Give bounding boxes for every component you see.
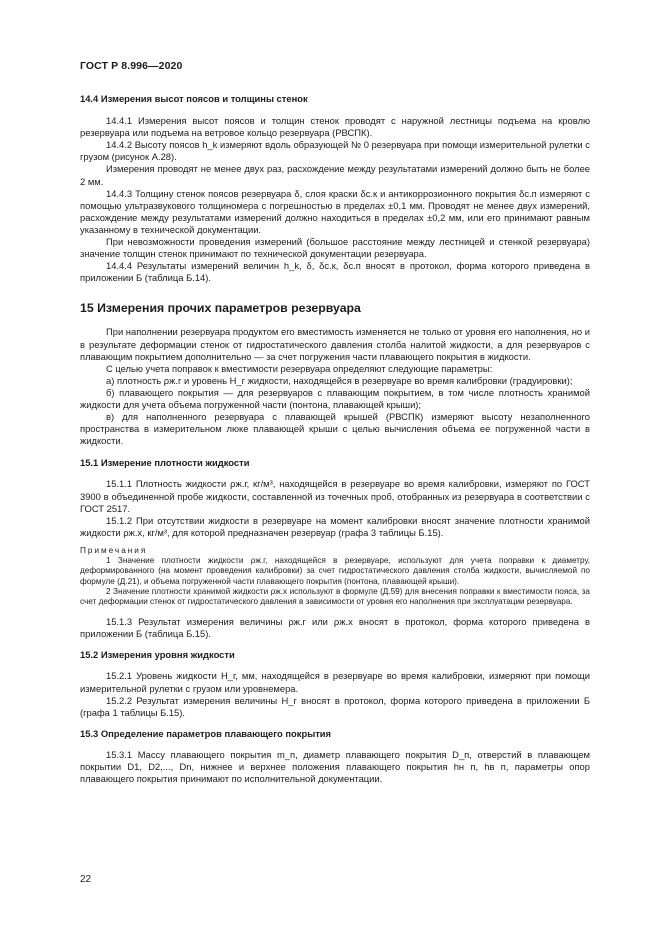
paragraph-15-params: С целью учета поправок к вместимости резервуара определяют следующие параметры: xyxy=(106,362,493,374)
paragraph-14-4-3-cont: При невозможности проведения измерений (большое расстояние между лестницей и стенкой резервуара) значение толщин стенок принимают по технической документации резервуара. xyxy=(80,236,590,260)
note-1: 1 Значение плотности жидкости ρж.г, находящейся в резервуаре, используют для учета поправки к диаметру, деформированного (на момент проведения калибровки) за счет гидростатического давления столба жидкости, вычисляемой по формуле (Д.21), и объема погруженной части плавающего покрытия (понтона, плавающей крыши). xyxy=(80,556,590,586)
section-15-1-heading: 15.1 Измерение плотности жидкости xyxy=(80,457,250,469)
paragraph-15-1-3: 15.1.3 Результат измерения величины ρж.г или ρж.х вносят в протокол, форма которого приведена в приложении Б (таблица Б.15). xyxy=(80,616,590,640)
list-item-a: а) плотность ρж.г и уровень H_г жидкости, находящейся в резервуаре во время калибровки (градуировки); xyxy=(106,374,573,386)
list-item-c: в) для наполненного резервуара с плавающей крышей (РВСПК) измеряют высоту незаполненного пространства в измерительном люке плавающей крыши с целью вычисления объема ее погруженной части в жидкости. xyxy=(80,411,590,447)
page-number: 22 xyxy=(80,874,92,885)
paragraph-14-4-4: 14.4.4 Результаты измерений величин h_k, δ, δс.к, δс.п вносят в протокол, форма которого приведена в приложении Б (таблица Б.14). xyxy=(80,260,590,284)
note-2: 2 Значение плотности хранимой жидкости ρж.х используют в формуле (Д.59) для внесения поправки к вместимости пояса, за счет деформации стенок от гидростатического давления в зависимости от уровня его наполнения при эксплуатации резервуара. xyxy=(80,586,590,606)
section-15-heading: 15 Измерения прочих параметров резервуара xyxy=(80,301,361,316)
paragraph-15-3-1: 15.3.1 Массу плавающего покрытия m_п, диаметр плавающего покрытия D_п, отверстий в плавающем покрытии D1, D2,..., Dn, нижнее и верхнее положения плавающего покрытия hн п, hв п, параметры опор плавающего покрытия принимают по исполнительной документации. xyxy=(80,748,590,785)
list-item-b: б) плавающего покрытия — для резервуаров с плавающим покрытием, в том числе плотность хранимой жидкости для учета объема погруженной части (понтона, плавающей крыши); xyxy=(80,386,590,410)
notes-title: Примечания xyxy=(80,545,148,555)
section-14-4-heading: 14.4 Измерения высот поясов и толщины стенок xyxy=(80,93,308,104)
paragraph-15-1-2: 15.1.2 При отсутствии жидкости в резервуаре на момент калибровки вносят значение плотности хранимой жидкости ρж.х, кг/м³, для которой предназначен резервуар (графа 3 таблицы Б.15). xyxy=(80,514,590,538)
document-header: ГОСТ Р 8.996—2020 xyxy=(80,60,183,72)
paragraph-14-4-1: 14.4.1 Измерения высот поясов и толщин стенок проводят с наружной лестницы подъема на кровлю резервуара или подъема на ветровое кольцо резервуара (РВСПК). xyxy=(80,115,590,139)
paragraph-15-2-2: 15.2.2 Результат измерения величины H_г вносят в протокол, форма которого приведена в приложении Б (графа 1 таблицы Б.15). xyxy=(80,694,590,718)
paragraph-15-intro: При наполнении резервуара продуктом его вместимость изменяется не только от уровня его наполнения, но и в результате деформации стенок от гидростатического давления столба налитой жидкости, а для резервуаров с плавающим покрытием дополнительно — за счет погружения части плавающего покрытия в жидкости. xyxy=(80,326,590,362)
paragraph-15-2-1: 15.2.1 Уровень жидкости H_г, мм, находящейся в резервуаре во время калибровки, измеряют при помощи измерительной рулетки с грузом или уровнемера. xyxy=(80,670,590,694)
paragraph-15-1-1: 15.1.1 Плотность жидкости ρж.г, кг/м³, находящейся в резервуаре во время калибровки, измеряют по ГОСТ 3900 в объединенной пробе жидкости, составленной из точечных проб, отобранных из резервуара в соответствии с ГОСТ 2517. xyxy=(80,478,590,514)
section-15-2-heading: 15.2 Измерения уровня жидкости xyxy=(80,649,235,661)
paragraph-14-4-3: 14.4.3 Толщину стенок поясов резервуара δ, слоя краски δс.к и антикоррозионного покрытия δс.п измеряют с помощью ультразвукового толщиномера с погрешностью в пределах ±0,1 мм. Проводят не менее двух измерений, расхождение между результатами измерений должно находиться в пределах ±0,2 мм, или его принимают равным указанному в технической документации. xyxy=(80,187,590,235)
paragraph-14-4-2-cont: Измерения проводят не менее двух раз, расхождение между результатами измерений должно быть не более 2 мм. xyxy=(80,163,590,187)
paragraph-14-4-2: 14.4.2 Высоту поясов h_k измеряют вдоль образующей № 0 резервуара при помощи измерительной рулетки с грузом (рисунок А.28). xyxy=(80,139,590,163)
document-body xyxy=(80,93,590,785)
section-15-3-heading: 15.3 Определение параметров плавающего покрытия xyxy=(80,727,332,739)
